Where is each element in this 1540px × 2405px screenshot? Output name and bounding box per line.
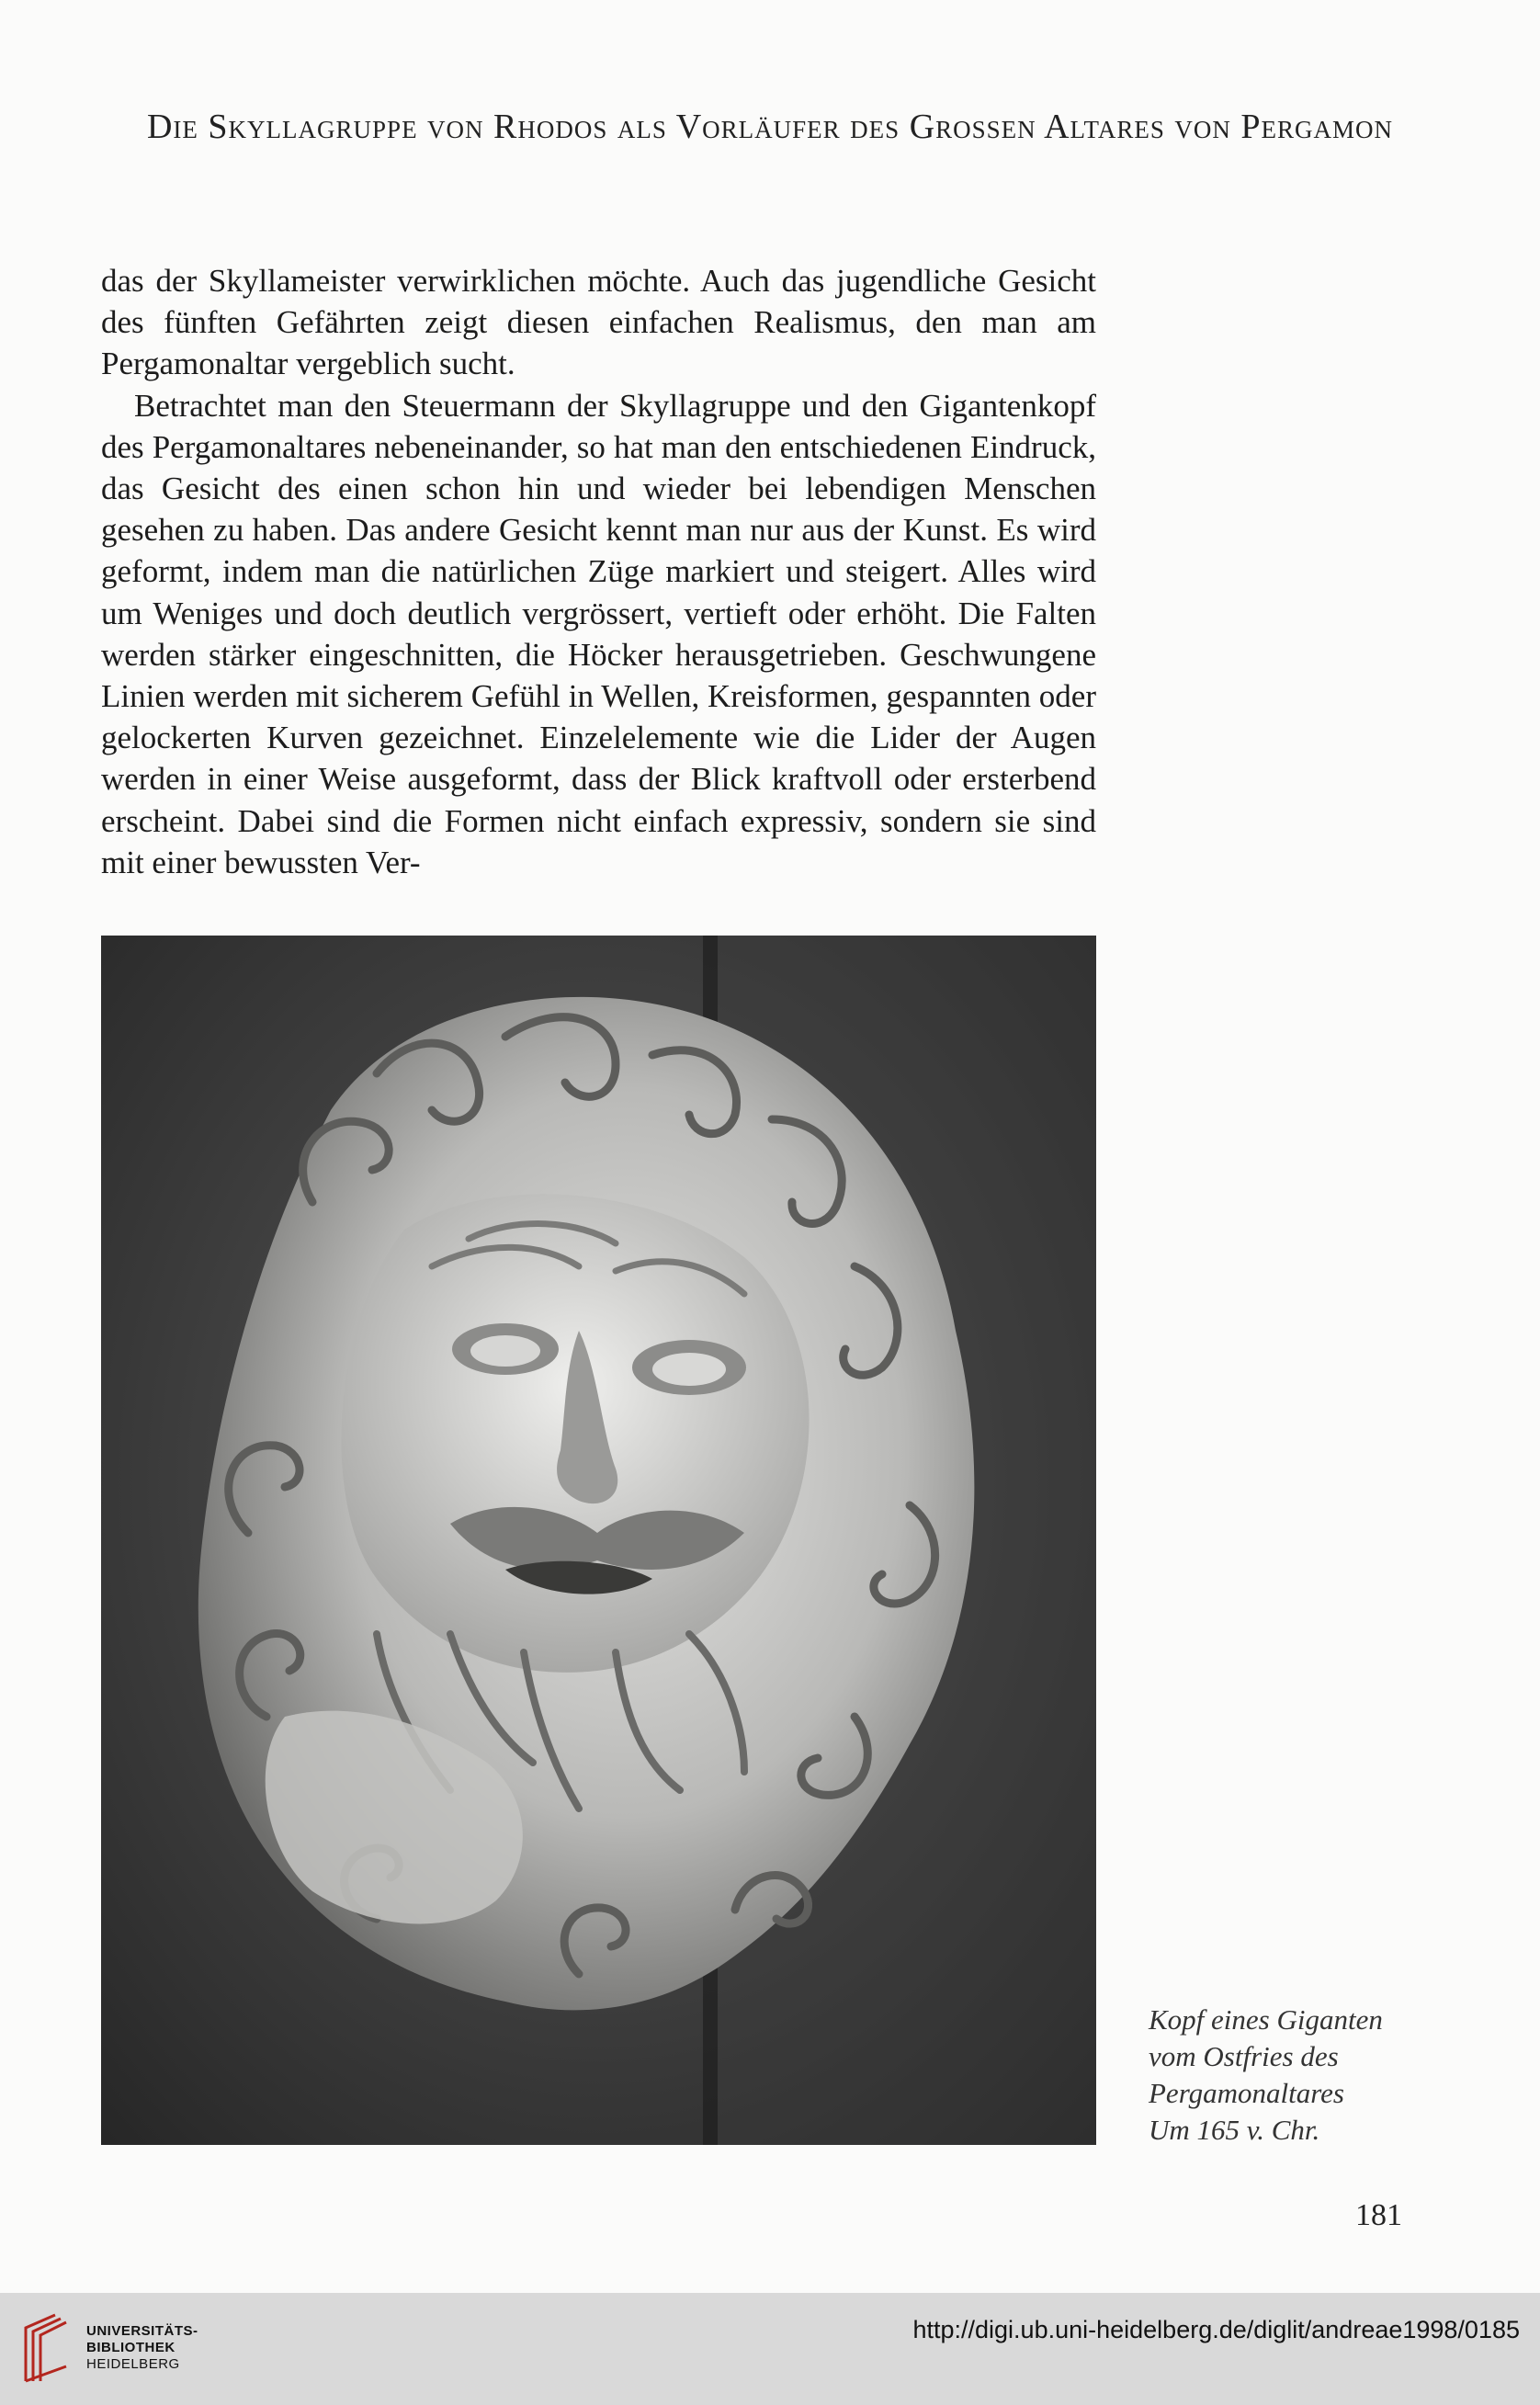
caption-line: Pergamonaltares [1149, 2077, 1344, 2109]
library-logo-icon [18, 2311, 74, 2385]
paragraph-1: das der Skyllameister verwirklichen möchte. Auch das jugendliche Gesicht des fünften Gefährten zeigt diesen einfachen Realismus, den man am Pergamonaltar vergeblich sucht. [101, 263, 1096, 382]
library-name-line: HEIDELBERG [86, 2356, 180, 2372]
source-url-link[interactable]: http://digi.ub.uni-heidelberg.de/diglit/andreae1998/0185 [912, 2316, 1520, 2343]
caption-line: vom Ostfries des [1149, 2040, 1339, 2072]
paragraph-2: Betrachtet man den Steuermann der Skyllagruppe und den Gigantenkopf des Pergamonaltares nebeneinander, so hat man den entschiedenen Eindruck, das Gesicht des einen schon hin und wieder bei lebendigen Menschen gesehen zu haben. Das andere Gesicht kennt man nur aus der Kunst. Es wird geformt, indem man die natürlichen Züge markiert und steigert. Alles wird um Weniges und doch deutlich vergrössert, vertieft oder erhöht. Die Falten werden stärker eingeschnitten, die Höcker herausgetrieben. Geschwungene Linien werden mit sicherem Gefühl in Wellen, Kreisformen, gespannten oder gelockerten Kurven gezeichnet. Einzelelemente wie die Lider der Augen werden in einer Weise ausgeformt, dass der Blick kraftvoll oder ersterbend erscheint. Dabei sind die Formen nicht einfach expressiv, sondern sie sind mit einer bewussten Ver- [101, 387, 1096, 880]
page-number: 181 [1355, 2198, 1402, 2232]
body-text [101, 260, 1096, 883]
figure-caption [1149, 2002, 1498, 2149]
library-name-line: BIBLIOTHEK [86, 2340, 176, 2355]
caption-line: Kopf eines Giganten [1149, 2003, 1383, 2036]
library-name-line: UNIVERSITÄTS- [86, 2323, 198, 2339]
giant-head-photograph [101, 936, 1096, 2145]
library-name [86, 2323, 198, 2373]
running-head: Die Skyllagruppe von Rhodos als Vorläufer des Grossen Altares von Pergamon [146, 108, 1394, 146]
digitization-footer [0, 2293, 1540, 2405]
sculpture-illustration [101, 936, 1096, 2145]
caption-line: Um 165 v. Chr. [1149, 2114, 1320, 2146]
